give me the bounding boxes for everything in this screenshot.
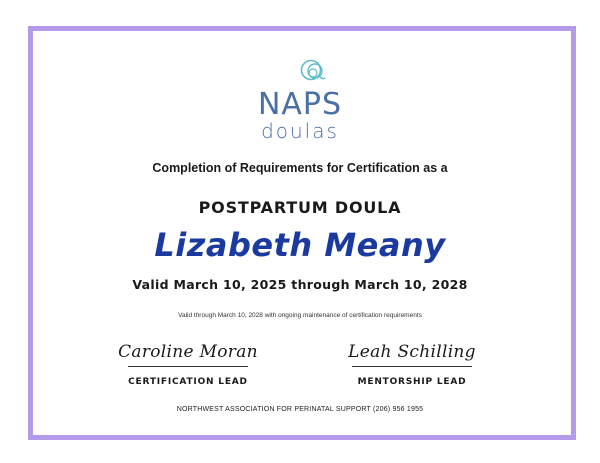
organization-footer: NORTHWEST ASSOCIATION FOR PERINATAL SUPPORT (206) 956 1955: [176, 406, 424, 413]
signature-role: CERTIFICATION LEAD: [128, 377, 248, 387]
validity-note: Valid through March 10, 2028 with ongoing maintenance of certification requirements: [178, 312, 422, 319]
naps-doulas-logo: [0, 56, 600, 146]
certification-designation: POSTPARTUM DOULA: [198, 198, 402, 217]
signature-line: [128, 366, 248, 367]
signature-role: MENTORSHIP LEAD: [357, 377, 467, 387]
recipient-name: Lizabeth Meany: [154, 226, 446, 264]
interlocking-circles-icon: [298, 56, 328, 86]
signature: Leah Schilling: [348, 342, 476, 362]
validity-period: Valid March 10, 2025 through March 10, 2028: [132, 277, 468, 292]
signature: Caroline Moran: [118, 342, 258, 362]
signature-block-certification: [88, 340, 288, 387]
signature-block-mentorship: [312, 340, 512, 387]
completion-text: Completion of Requirements for Certification as a: [152, 161, 448, 175]
signature-line: [352, 366, 472, 367]
brand-name-bottom: doulas: [261, 119, 339, 143]
brand-name-top: NAPS: [257, 87, 343, 122]
